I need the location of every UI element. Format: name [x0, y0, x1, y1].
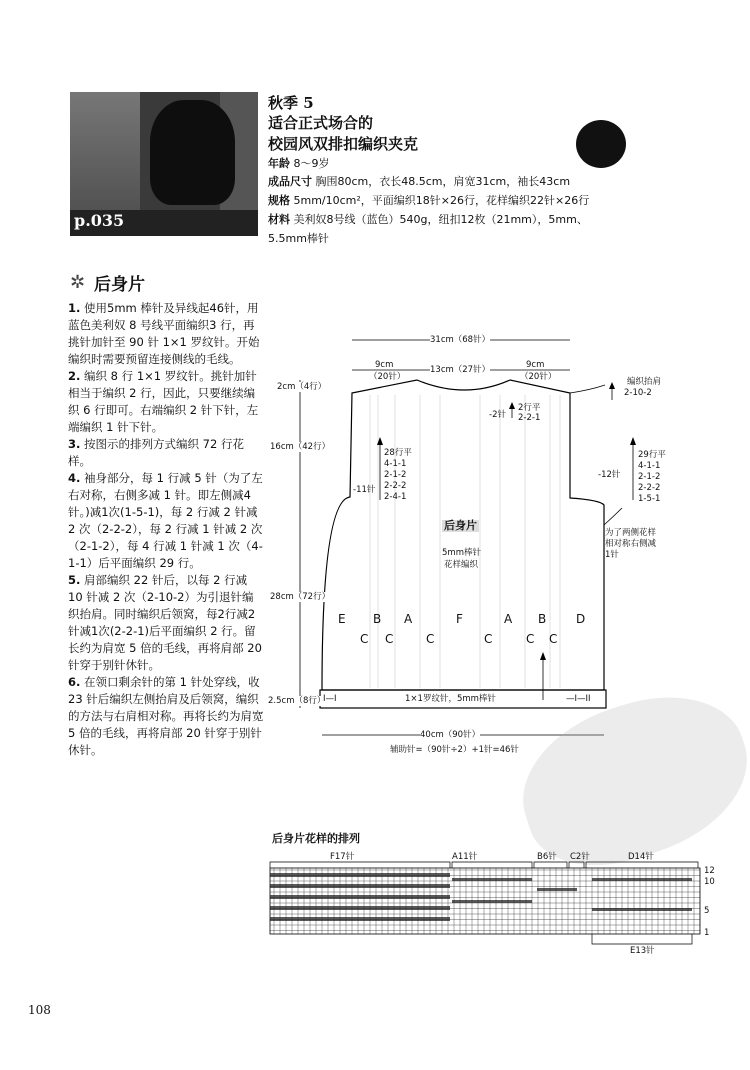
shoulder-right-label: 9cm — [526, 360, 545, 370]
rib-left-marks: I—I — [323, 694, 337, 704]
chart-label-d: D14针 — [628, 852, 654, 862]
step-6: 6. 在领口剩余针的第 1 针处穿线，收 23 针后编织左侧抬肩及后领窝，编织的方法与右肩相对称。再将长约为肩宽 5 倍的毛线，再将肩部 20 针穿于别针休针。 — [68, 675, 264, 757]
bottom-width-label: 40cm（90针） — [420, 730, 481, 740]
page-ref-label: p.035 — [74, 211, 125, 230]
pattern-letter: B — [538, 612, 547, 626]
pattern-letter: C — [484, 632, 493, 646]
shoulder-note: 编织抬肩 — [627, 377, 662, 387]
section-title: 后身片 — [94, 275, 145, 295]
rib-label: 1×1罗纹针，5mm棒针 — [405, 694, 496, 704]
row-number: 5 — [704, 906, 710, 916]
neck-rows-label-2: 2-2-1 — [518, 413, 541, 423]
left-row-1: 28行平 — [384, 448, 412, 458]
row-number: 10 — [704, 877, 715, 887]
pattern-note: 花样编织 — [444, 560, 479, 570]
right-row-5: 1-5-1 — [638, 494, 661, 504]
chart-label-c: C2针 — [570, 852, 590, 862]
left-row-5: 2-4-1 — [384, 492, 407, 502]
left-row-4: 2-2-2 — [384, 481, 407, 491]
pattern-letter: C — [526, 632, 535, 646]
top-width-label: 31cm（68针） — [430, 335, 491, 345]
material-line: 材料 美利奴8号线（蓝色）540g，纽扣12枚（21mm），5mm、 — [268, 213, 588, 226]
chart-label-b: B6针 — [537, 852, 557, 862]
gauge-line: 规格 5mm/10cm²，平面编织18针×26行，花样编织22针×26行 — [268, 194, 590, 207]
symmetry-note-3: 1针 — [605, 550, 619, 560]
title-line-2: 校园风双排扣编织夹克 — [268, 135, 419, 153]
pattern-letter: A — [504, 612, 513, 626]
pattern-letter: C — [426, 632, 435, 646]
pattern-grid — [262, 848, 712, 958]
age-line: 年龄 8～9岁 — [268, 157, 330, 170]
shoulder-note-2: 2-10-2 — [624, 388, 652, 398]
size-line: 成品尺寸 胸围80cm，衣长48.5cm，肩宽31cm，袖长43cm — [268, 175, 571, 188]
needle-note: 5mm棒针 — [442, 548, 481, 558]
row-number: 1 — [704, 928, 710, 938]
chart-label-a: A11针 — [452, 852, 478, 862]
neck-width-label: 13cm（27针） — [430, 365, 491, 375]
row-number: 12 — [704, 866, 715, 876]
material-line-2: 5.5mm棒针 — [268, 232, 329, 245]
height-16cm-label: 16cm（42行） — [270, 442, 331, 452]
title-line-1: 适合正式场合的 — [268, 114, 374, 132]
step-5: 5. 肩部编织 22 针后，以每 2 行减 10 针减 2 次（2-10-2）为引退针编织抬肩。同时编织后领窝，每2行减2针减1次(2-2-1)后平面编织 2 行。留长约为肩宽 5 倍的毛线，再将肩部 20 针穿于别针休针。 — [68, 573, 262, 672]
chart-label-f: F17针 — [330, 852, 355, 862]
rib-right-marks: —I—II — [566, 694, 591, 704]
shoulder-left-label: 9cm — [375, 360, 394, 370]
chart-title: 后身片花样的排列 — [272, 832, 360, 845]
symmetry-note-2: 相对称右侧减 — [605, 539, 657, 549]
aux-formula: 辅助针=（90针÷2）+1针=46针 — [390, 745, 519, 755]
left-row-3: 2-1-2 — [384, 470, 407, 480]
pattern-letter: C — [385, 632, 394, 646]
left-dec-label: -11针 — [353, 485, 376, 495]
pattern-letter: E — [338, 612, 346, 626]
chart-label-e: E13针 — [630, 946, 655, 956]
right-dec-label: -12针 — [598, 470, 621, 480]
season-label: 秋季 5 — [268, 94, 314, 112]
shoulder-left-st-label: （20针） — [369, 372, 406, 382]
right-row-3: 2-1-2 — [638, 472, 661, 482]
step-4: 4. 袖身部分，每 1 行减 5 针（为了左右对称，右侧多减 1 针。即左侧减4针。)减1次(1-5-1)，每 2 行减 2 针减 2 次（2-2-2），每 2 行减 1 针减 2 次（2-1-2），每 4 行减 1 针减 1 次（4-1-1）后平面编织 29 行。 — [68, 471, 263, 570]
pattern-letter: C — [360, 632, 369, 646]
step-2: 2. 编织 8 行 1×1 罗纹针。挑针加针相当于编织 2 行，因此，只要继续编织 6 行即可。右端编织 2 针下针，左端编织 1 针下针。 — [68, 369, 259, 434]
shoulder-right-st-label: （20针） — [520, 372, 557, 382]
symmetry-note-1: 为了两侧花样 — [605, 528, 657, 538]
height-28cm-label: 28cm（72行） — [270, 592, 331, 602]
height-2-5cm-label: 2.5cm（8行） — [268, 696, 326, 706]
left-row-2: 4-1-1 — [384, 459, 407, 469]
pattern-letter: A — [404, 612, 413, 626]
step-1: 1. 使用5mm 棒针及异线起46针，用蓝色美利奴 8 号线平面编织3 行，再挑针加针至 90 针 1×1 罗纹针。开始编织时需要预留连接侧线的毛线。 — [68, 301, 260, 366]
right-row-4: 2-2-2 — [638, 483, 661, 493]
leaf-icon: ✲ — [70, 272, 86, 293]
right-row-2: 4-1-1 — [638, 461, 661, 471]
neck-rows-label: 2行平 — [518, 403, 541, 413]
pattern-letter: F — [456, 612, 463, 626]
piece-name-label: 后身片 — [444, 519, 477, 532]
step-3: 3. 按图示的排列方式编织 72 行花样。 — [68, 437, 244, 468]
neck-dec-label: -2针 — [489, 410, 506, 420]
pattern-letter: B — [373, 612, 382, 626]
pattern-letter: C — [549, 632, 558, 646]
height-2cm-label: 2cm（4行） — [277, 382, 327, 392]
right-row-1: 29行平 — [638, 450, 666, 460]
page-number: 108 — [28, 1003, 51, 1017]
pattern-letter: D — [576, 612, 586, 626]
